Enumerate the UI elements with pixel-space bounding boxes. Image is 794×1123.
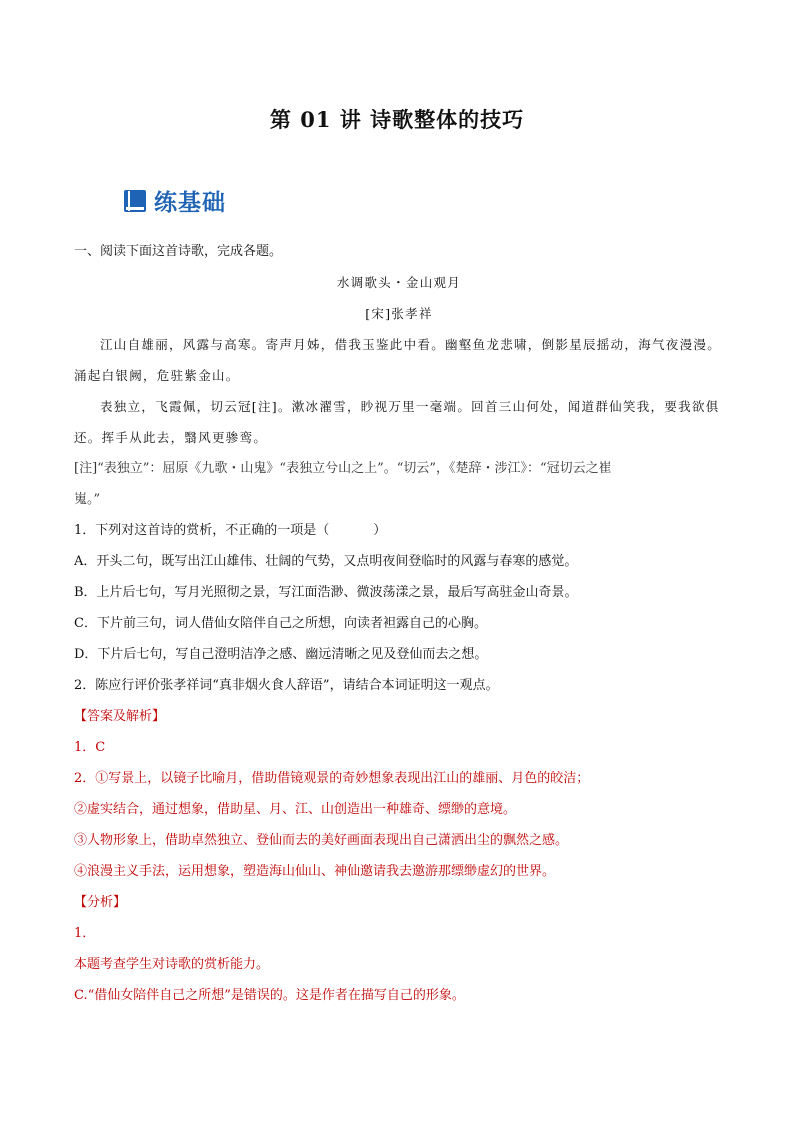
poem-note: 嵬。” — [74, 492, 101, 507]
analysis-line: 1． — [74, 926, 96, 941]
analysis-line: C.“借仙女陪伴自己之所想”是错误的。这是作者在描写自己的形象。 — [74, 988, 465, 1003]
poem-line: 江山自雄丽，风露与高寒。寄声月姊，借我玉鉴此中看。幽壑鱼龙悲啸，倒影星辰摇动，海气夜漫漫。 — [100, 337, 722, 352]
poem-note: [注]“表独立”：屈原《九歌・山鬼》“表独立兮山之上”。“切云”，《楚辞・涉江》：“冠切云之崔 — [74, 461, 612, 476]
answer-header: 【答案及解析】 — [74, 709, 166, 724]
question-1-close: ） — [373, 523, 387, 538]
answer-line: 1．C — [74, 740, 106, 755]
section-header — [122, 184, 226, 217]
instruction: 一、阅读下面这首诗歌，完成各题。 — [74, 244, 283, 259]
option-c: C．下片前三句，词人借仙女陪伴自己之所想，向读者袒露自己的心胸。 — [74, 616, 487, 631]
option-d: D．下片后七句，写自己澄明洁净之感、幽远清晰之见及登仙而去之想。 — [74, 647, 488, 662]
analysis-line: 本题考查学生对诗歌的赏析能力。 — [74, 957, 270, 972]
answer-line: ④浪漫主义手法，运用想象，塑造海山仙山、神仙邀请我去邀游那缥缈虚幻的世界。 — [74, 864, 556, 879]
book-icon — [122, 188, 148, 214]
analysis-header: 【分析】 — [74, 895, 127, 910]
question-1 — [74, 515, 724, 546]
question-1-text: 1．下列对这首诗的赏析，不正确的一项是（ — [74, 523, 330, 538]
page-title: 第 01 讲 诗歌整体的技巧 — [269, 107, 525, 132]
answer-line: 2．①写景上，以镜子比喻月，借助借镜观景的奇妙想象表现出江山的雄丽、月色的皎洁； — [74, 771, 590, 786]
poem-title: 水调歌头・金山观月 — [336, 275, 462, 290]
poem-line: 表独立，飞霞佩，切云冠[注]。漱冰濯雪，眇视万里一毫端。回首三山何处，闻道群仙笑我，要我欲俱 — [100, 399, 720, 414]
answer-line: ③人物形象上，借助卓然独立、登仙而去的美好画面表现出自己潇洒出尘的飘然之感。 — [74, 833, 569, 848]
poem-line: 还。挥手从此去，翳风更骖鸾。 — [74, 430, 268, 445]
question-2: 2．陈应行评价张孝祥词“真非烟火食人辞语”，请结合本词证明这一观点。 — [74, 678, 499, 693]
answer-line: ②虚实结合，通过想象，借助星、月、江、山创造出一种雄奇、缥缈的意境。 — [74, 802, 517, 817]
section-label: 练基础 — [154, 190, 226, 216]
option-b: B．上片后七句，写月光照彻之景，写江面浩渺、微波荡漾之景，最后写高驻金山奇景。 — [74, 585, 578, 600]
poem-line: 涌起白银阙，危驻紫金山。 — [74, 368, 240, 383]
poem-author: [宋]张孝祥 — [365, 306, 433, 321]
option-a: A．开头二句，既写出江山雄伟、壮阔的气势，又点明夜间登临时的风露与春寒的感觉。 — [74, 554, 578, 569]
document-body — [74, 236, 724, 1011]
